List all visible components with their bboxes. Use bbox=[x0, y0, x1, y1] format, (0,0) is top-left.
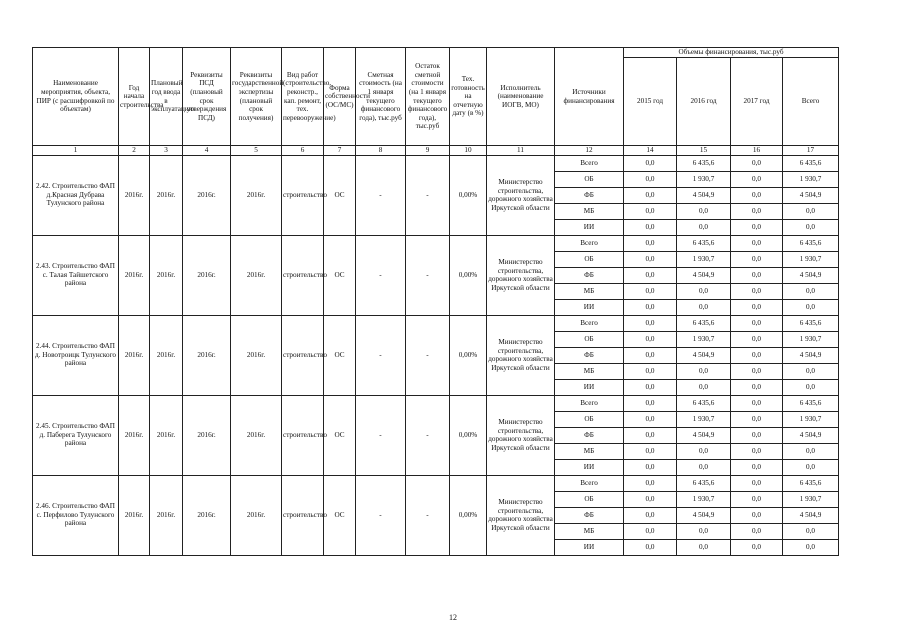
value-2016: 1 930,7 bbox=[677, 171, 731, 187]
work-type: строительство bbox=[282, 235, 324, 315]
value-2016: 1 930,7 bbox=[677, 491, 731, 507]
executor-name: Министерство строительства, дорожного хозяйства Иркутской области bbox=[487, 155, 555, 235]
value-2016: 4 504,9 bbox=[677, 347, 731, 363]
value-total: 6 435,6 bbox=[783, 475, 839, 491]
value-2015: 0,0 bbox=[624, 443, 677, 459]
value-2016: 4 504,9 bbox=[677, 267, 731, 283]
value-total: 1 930,7 bbox=[783, 491, 839, 507]
year-start: 2016г. bbox=[119, 395, 150, 475]
header-total: Всего bbox=[783, 58, 839, 146]
header-cost: Сметная стоимость (на 1 января текущего финансового года), тыс.руб bbox=[356, 48, 406, 146]
value-total: 0,0 bbox=[783, 363, 839, 379]
value-2016: 4 504,9 bbox=[677, 187, 731, 203]
value-2015: 0,0 bbox=[624, 299, 677, 315]
value-total: 0,0 bbox=[783, 379, 839, 395]
value-2015: 0,0 bbox=[624, 235, 677, 251]
header-readiness: Тех. готовность на отчетную дату (в %) bbox=[450, 48, 487, 146]
value-2016: 0,0 bbox=[677, 283, 731, 299]
value-2017: 0,0 bbox=[731, 187, 783, 203]
year-plan: 2016г. bbox=[150, 395, 183, 475]
executor-name: Министерство строительства, дорожного хозяйства Иркутской области bbox=[487, 395, 555, 475]
table-row bbox=[33, 475, 839, 491]
year-start: 2016г. bbox=[119, 475, 150, 555]
work-type: строительство bbox=[282, 475, 324, 555]
funding-source: ИИ bbox=[555, 539, 624, 555]
value-2015: 0,0 bbox=[624, 363, 677, 379]
funding-source: МБ bbox=[555, 523, 624, 539]
funding-source: ИИ bbox=[555, 299, 624, 315]
header-sources: Источники финансирования bbox=[555, 48, 624, 146]
value-2015: 0,0 bbox=[624, 331, 677, 347]
value-2017: 0,0 bbox=[731, 379, 783, 395]
value-total: 0,0 bbox=[783, 299, 839, 315]
year-plan: 2016г. bbox=[150, 475, 183, 555]
value-2015: 0,0 bbox=[624, 155, 677, 171]
value-2016: 0,0 bbox=[677, 539, 731, 555]
expertise-date: 2016г. bbox=[231, 475, 282, 555]
column-number: 17 bbox=[783, 146, 839, 156]
value-2017: 0,0 bbox=[731, 203, 783, 219]
page-number: 12 bbox=[449, 613, 457, 622]
value-2015: 0,0 bbox=[624, 315, 677, 331]
value-2017: 0,0 bbox=[731, 299, 783, 315]
column-number: 12 bbox=[555, 146, 624, 156]
value-2015: 0,0 bbox=[624, 283, 677, 299]
psd-date: 2016г. bbox=[183, 155, 231, 235]
value-2015: 0,0 bbox=[624, 539, 677, 555]
funding-source: Всего bbox=[555, 235, 624, 251]
value-2015: 0,0 bbox=[624, 251, 677, 267]
value-2017: 0,0 bbox=[731, 235, 783, 251]
funding-source: ОБ bbox=[555, 411, 624, 427]
table-row bbox=[33, 315, 839, 331]
readiness-percent: 0,00% bbox=[450, 315, 487, 395]
funding-source: ОБ bbox=[555, 251, 624, 267]
header-psd: Реквизиты ПСД (плановый срок утверждения ПСД) bbox=[183, 48, 231, 146]
value-2015: 0,0 bbox=[624, 523, 677, 539]
value-2017: 0,0 bbox=[731, 491, 783, 507]
funding-source: Всего bbox=[555, 395, 624, 411]
value-total: 1 930,7 bbox=[783, 171, 839, 187]
column-number: 15 bbox=[677, 146, 731, 156]
year-plan: 2016г. bbox=[150, 155, 183, 235]
header-2017: 2017 год bbox=[731, 58, 783, 146]
funding-source: ФБ bbox=[555, 267, 624, 283]
column-number: 1 bbox=[33, 146, 119, 156]
remaining-cost: - bbox=[406, 155, 450, 235]
value-2017: 0,0 bbox=[731, 395, 783, 411]
header-funding: Объемы финансирования, тыс.руб bbox=[624, 48, 839, 58]
value-total: 0,0 bbox=[783, 283, 839, 299]
object-name: 2.45. Строительство ФАП д. Паберега Тулунского района bbox=[33, 395, 119, 475]
value-2015: 0,0 bbox=[624, 347, 677, 363]
value-2016: 6 435,6 bbox=[677, 475, 731, 491]
funding-source: МБ bbox=[555, 203, 624, 219]
column-number: 9 bbox=[406, 146, 450, 156]
value-total: 0,0 bbox=[783, 443, 839, 459]
value-2016: 0,0 bbox=[677, 459, 731, 475]
remaining-cost: - bbox=[406, 475, 450, 555]
table-row bbox=[33, 395, 839, 411]
year-start: 2016г. bbox=[119, 235, 150, 315]
funding-source: ИИ bbox=[555, 219, 624, 235]
executor-name: Министерство строительства, дорожного хозяйства Иркутской области bbox=[487, 315, 555, 395]
value-2016: 0,0 bbox=[677, 523, 731, 539]
value-2015: 0,0 bbox=[624, 475, 677, 491]
psd-date: 2016г. bbox=[183, 395, 231, 475]
value-2017: 0,0 bbox=[731, 443, 783, 459]
executor-name: Министерство строительства, дорожного хозяйства Иркутской области bbox=[487, 235, 555, 315]
value-2017: 0,0 bbox=[731, 411, 783, 427]
column-number: 3 bbox=[150, 146, 183, 156]
value-2017: 0,0 bbox=[731, 459, 783, 475]
funding-source: Всего bbox=[555, 475, 624, 491]
funding-source: ИИ bbox=[555, 459, 624, 475]
value-2017: 0,0 bbox=[731, 475, 783, 491]
value-total: 6 435,6 bbox=[783, 155, 839, 171]
value-total: 0,0 bbox=[783, 219, 839, 235]
expertise-date: 2016г. bbox=[231, 315, 282, 395]
work-type: строительство bbox=[282, 155, 324, 235]
value-2016: 4 504,9 bbox=[677, 507, 731, 523]
value-2016: 0,0 bbox=[677, 219, 731, 235]
header-2016: 2016 год bbox=[677, 58, 731, 146]
funding-source: ФБ bbox=[555, 347, 624, 363]
value-total: 4 504,9 bbox=[783, 427, 839, 443]
value-2017: 0,0 bbox=[731, 347, 783, 363]
value-2016: 0,0 bbox=[677, 363, 731, 379]
column-number: 4 bbox=[183, 146, 231, 156]
readiness-percent: 0,00% bbox=[450, 395, 487, 475]
estimated-cost: - bbox=[356, 475, 406, 555]
table-row bbox=[33, 235, 839, 251]
table-row bbox=[33, 155, 839, 171]
funding-source: ФБ bbox=[555, 427, 624, 443]
funding-source: МБ bbox=[555, 363, 624, 379]
value-2015: 0,0 bbox=[624, 171, 677, 187]
expertise-date: 2016г. bbox=[231, 155, 282, 235]
work-type: строительство bbox=[282, 395, 324, 475]
expertise-date: 2016г. bbox=[231, 235, 282, 315]
value-2017: 0,0 bbox=[731, 283, 783, 299]
column-number: 16 bbox=[731, 146, 783, 156]
value-total: 4 504,9 bbox=[783, 507, 839, 523]
header-work-type: Вид работ (строительство, реконстр., кап. ремонт, тех. перевооружение) bbox=[282, 48, 324, 146]
column-number: 7 bbox=[324, 146, 356, 156]
header-executor: Исполнитель (наименование ИОГВ, МО) bbox=[487, 48, 555, 146]
estimated-cost: - bbox=[356, 235, 406, 315]
value-2016: 0,0 bbox=[677, 203, 731, 219]
psd-date: 2016г. bbox=[183, 315, 231, 395]
value-total: 4 504,9 bbox=[783, 267, 839, 283]
funding-source: ФБ bbox=[555, 187, 624, 203]
funding-source: МБ bbox=[555, 283, 624, 299]
value-2017: 0,0 bbox=[731, 523, 783, 539]
funding-source: МБ bbox=[555, 443, 624, 459]
value-2016: 4 504,9 bbox=[677, 427, 731, 443]
work-type: строительство bbox=[282, 315, 324, 395]
value-2016: 6 435,6 bbox=[677, 155, 731, 171]
object-name: 2.43. Строительство ФАП с. Талая Тайшетского района bbox=[33, 235, 119, 315]
estimated-cost: - bbox=[356, 395, 406, 475]
value-2017: 0,0 bbox=[731, 331, 783, 347]
value-total: 0,0 bbox=[783, 203, 839, 219]
ownership-form: ОС bbox=[324, 155, 356, 235]
value-2015: 0,0 bbox=[624, 267, 677, 283]
value-total: 0,0 bbox=[783, 459, 839, 475]
value-total: 0,0 bbox=[783, 523, 839, 539]
column-number: 8 bbox=[356, 146, 406, 156]
header-ownership: Форма собственности (ОС/МС) bbox=[324, 48, 356, 146]
value-total: 4 504,9 bbox=[783, 347, 839, 363]
remaining-cost: - bbox=[406, 395, 450, 475]
value-2015: 0,0 bbox=[624, 187, 677, 203]
column-number: 2 bbox=[119, 146, 150, 156]
column-number: 14 bbox=[624, 146, 677, 156]
header-year-start: Год начала строительства bbox=[119, 48, 150, 146]
value-2016: 1 930,7 bbox=[677, 251, 731, 267]
value-2017: 0,0 bbox=[731, 267, 783, 283]
value-total: 0,0 bbox=[783, 539, 839, 555]
header-expertise: Реквизиты государственной экспертизы (плановый срок получения) bbox=[231, 48, 282, 146]
funding-source: ОБ bbox=[555, 331, 624, 347]
value-2016: 1 930,7 bbox=[677, 331, 731, 347]
value-2015: 0,0 bbox=[624, 459, 677, 475]
column-numbers-row bbox=[33, 146, 839, 156]
funding-source: ФБ bbox=[555, 507, 624, 523]
value-2017: 0,0 bbox=[731, 251, 783, 267]
estimated-cost: - bbox=[356, 315, 406, 395]
value-2016: 1 930,7 bbox=[677, 411, 731, 427]
value-2015: 0,0 bbox=[624, 427, 677, 443]
remaining-cost: - bbox=[406, 235, 450, 315]
funding-table bbox=[32, 47, 839, 556]
value-2016: 6 435,6 bbox=[677, 395, 731, 411]
ownership-form: ОС bbox=[324, 235, 356, 315]
value-2017: 0,0 bbox=[731, 315, 783, 331]
readiness-percent: 0,00% bbox=[450, 235, 487, 315]
value-2015: 0,0 bbox=[624, 379, 677, 395]
value-total: 1 930,7 bbox=[783, 251, 839, 267]
readiness-percent: 0,00% bbox=[450, 475, 487, 555]
estimated-cost: - bbox=[356, 155, 406, 235]
column-number: 6 bbox=[282, 146, 324, 156]
funding-source: Всего bbox=[555, 155, 624, 171]
value-2016: 6 435,6 bbox=[677, 315, 731, 331]
value-2017: 0,0 bbox=[731, 427, 783, 443]
funding-source: ОБ bbox=[555, 491, 624, 507]
header-remainder: Остаток сметной стоимости (на 1 января текущего финансового года), тыс.руб bbox=[406, 48, 450, 146]
value-2015: 0,0 bbox=[624, 219, 677, 235]
value-total: 1 930,7 bbox=[783, 331, 839, 347]
ownership-form: ОС bbox=[324, 395, 356, 475]
value-total: 4 504,9 bbox=[783, 187, 839, 203]
psd-date: 2016г. bbox=[183, 235, 231, 315]
object-name: 2.44. Строительство ФАП д. Новотроицк Тулунского района bbox=[33, 315, 119, 395]
year-plan: 2016г. bbox=[150, 315, 183, 395]
value-2017: 0,0 bbox=[731, 171, 783, 187]
value-2015: 0,0 bbox=[624, 507, 677, 523]
object-name: 2.42. Строительство ФАП д.Красная Дубрава Тулунского района bbox=[33, 155, 119, 235]
column-number: 11 bbox=[487, 146, 555, 156]
funding-source: Всего bbox=[555, 315, 624, 331]
funding-source: ОБ bbox=[555, 171, 624, 187]
value-2015: 0,0 bbox=[624, 395, 677, 411]
column-number: 5 bbox=[231, 146, 282, 156]
value-total: 6 435,6 bbox=[783, 315, 839, 331]
ownership-form: ОС bbox=[324, 475, 356, 555]
value-2015: 0,0 bbox=[624, 203, 677, 219]
expertise-date: 2016г. bbox=[231, 395, 282, 475]
value-2017: 0,0 bbox=[731, 155, 783, 171]
funding-source: ИИ bbox=[555, 379, 624, 395]
value-2015: 0,0 bbox=[624, 411, 677, 427]
executor-name: Министерство строительства, дорожного хозяйства Иркутской области bbox=[487, 475, 555, 555]
object-name: 2.46. Строительство ФАП с. Перфилово Тулунского района bbox=[33, 475, 119, 555]
value-2016: 6 435,6 bbox=[677, 235, 731, 251]
header-name: Наименование мероприятия, объекта, ПИР (с расшифровкой по объектам) bbox=[33, 48, 119, 146]
value-2017: 0,0 bbox=[731, 363, 783, 379]
value-2015: 0,0 bbox=[624, 491, 677, 507]
psd-date: 2016г. bbox=[183, 475, 231, 555]
value-total: 6 435,6 bbox=[783, 235, 839, 251]
value-2016: 0,0 bbox=[677, 443, 731, 459]
value-2017: 0,0 bbox=[731, 219, 783, 235]
year-plan: 2016г. bbox=[150, 235, 183, 315]
value-2017: 0,0 bbox=[731, 539, 783, 555]
header-year-plan: Плановый год ввода в эксплуатацию bbox=[150, 48, 183, 146]
remaining-cost: - bbox=[406, 315, 450, 395]
value-2016: 0,0 bbox=[677, 379, 731, 395]
header-2015: 2015 год bbox=[624, 58, 677, 146]
ownership-form: ОС bbox=[324, 315, 356, 395]
column-number: 10 bbox=[450, 146, 487, 156]
year-start: 2016г. bbox=[119, 155, 150, 235]
readiness-percent: 0,00% bbox=[450, 155, 487, 235]
year-start: 2016г. bbox=[119, 315, 150, 395]
value-total: 1 930,7 bbox=[783, 411, 839, 427]
value-2017: 0,0 bbox=[731, 507, 783, 523]
value-total: 6 435,6 bbox=[783, 395, 839, 411]
value-2016: 0,0 bbox=[677, 299, 731, 315]
